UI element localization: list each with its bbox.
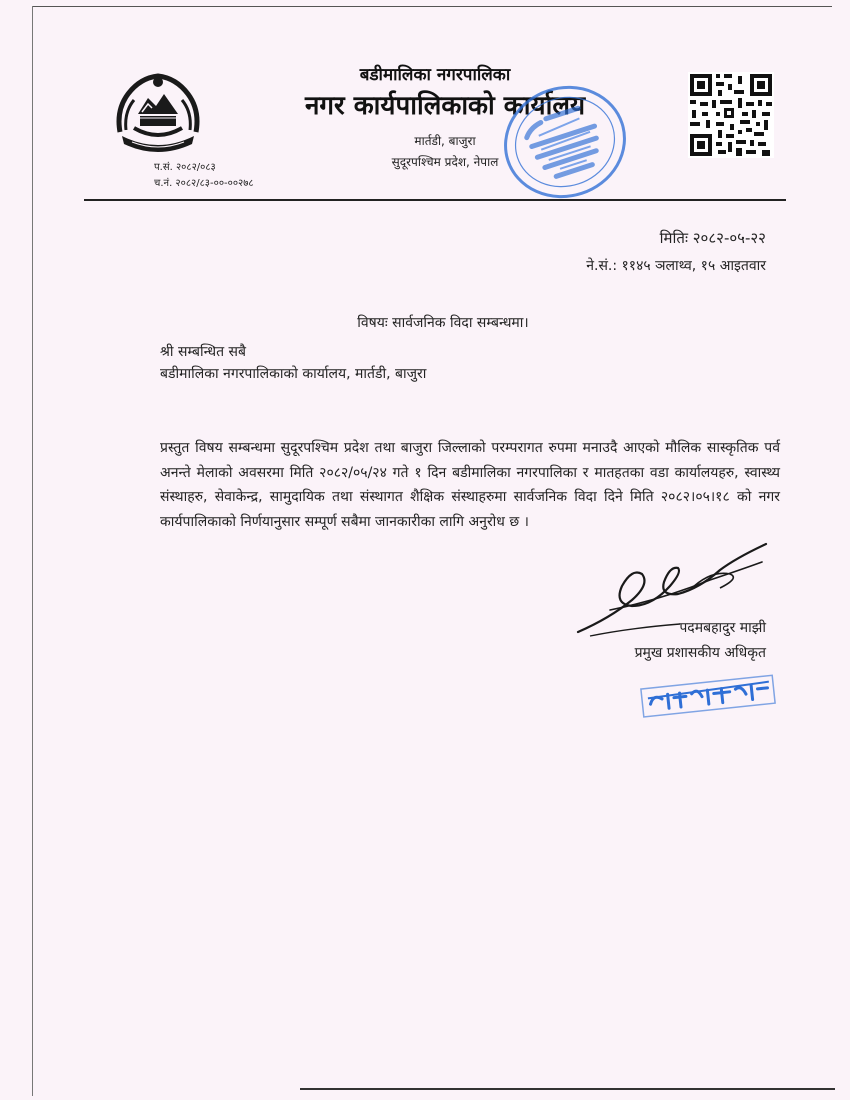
page-border-top xyxy=(32,6,832,7)
letter-date: मितिः २०८२-०५-२२ xyxy=(659,229,766,247)
municipality-name: बडीमालिका नगरपालिका xyxy=(359,65,511,85)
addressee-line-1: श्री सम्बन्धित सबै xyxy=(160,344,246,360)
letter-subject: विषयः सार्वजनिक विदा सम्बन्धमा। xyxy=(357,315,529,331)
nepal-sambat-date: ने.सं.: ११४५ ञलाथ्व, १५ आइतवार xyxy=(586,258,766,274)
office-title: नगर कार्यपालिकाको कार्यालय xyxy=(304,91,586,121)
designation-seal xyxy=(638,672,780,720)
office-stamp xyxy=(496,78,634,206)
addressee-line-2: बडीमालिका नगरपालिकाको कार्यालय, मार्तडी, बाजुरा xyxy=(160,366,427,382)
signatory-name: पदमबहादुर माझी xyxy=(679,620,766,636)
header-divider xyxy=(84,199,786,201)
patra-sankhya: प.सं. २०८२/०८३ xyxy=(154,162,216,173)
qr-code-icon xyxy=(688,72,774,158)
letter-body: प्रस्तुत विषय सम्बन्धमा सुदूरपश्चिम प्रदेश तथा बाजुरा जिल्लाको परम्परागत रुपमा मनाउदै आएको मौलिक सास्कृतिक पर्व अनन्ते मेलाको अवसरमा मिति २०८२/०५/२४ गते १ दिन बडीमालिका नगरपालिका र मातहतका वडा कार्यालयहरु, स्वास्थ्य संस्थाहरु, सेवाकेन्द्र, सामुदायिक तथा संस्थागत शैक्षिक संस्थाहरुमा सार्वजनिक विदा दिने मिति २०८२।०५।१८ को नगर कार्यपालिकाको निर्णयानुसार सम्पूर्ण सबैमा जानकारीका लागि अनुरोध छ । xyxy=(160,440,780,530)
signatory-designation: प्रमुख प्रशासकीय अधिकृत xyxy=(634,645,766,661)
office-location: मार्तडी, बाजुरा xyxy=(414,134,476,148)
office-province: सुदूरपश्चिम प्रदेश, नेपाल xyxy=(391,155,499,169)
chalani-number: च.नं. २०८२/८३-००-००२७८ xyxy=(154,178,254,189)
page-border-bottom xyxy=(300,1088,835,1090)
